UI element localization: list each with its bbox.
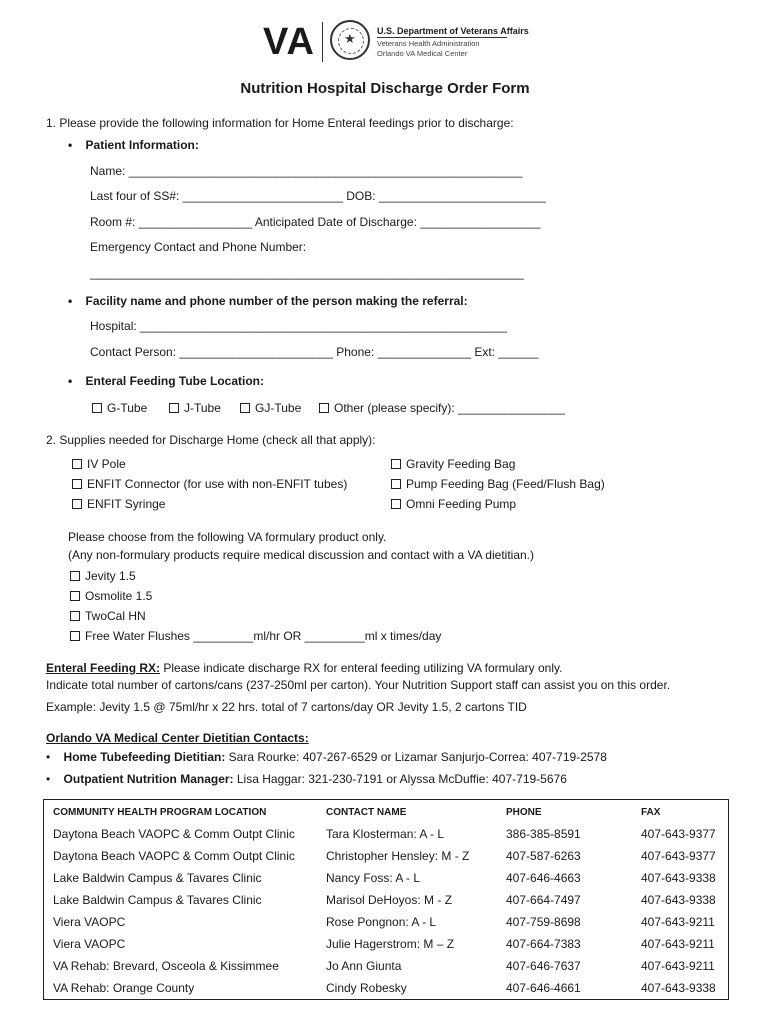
cell-location: Daytona Beach VAOPC & Comm Outpt Clinic: [53, 827, 295, 841]
tube-option-other[interactable]: Other (please specify): ________________: [319, 401, 565, 415]
cell-phone: 407-646-4661: [506, 981, 581, 995]
tube-option-gj-tube[interactable]: GJ-Tube: [240, 401, 301, 415]
cell-fax: 407-643-9211: [641, 915, 715, 929]
bullet-icon: •: [46, 772, 64, 786]
cell-fax: 407-643-9211: [641, 937, 715, 951]
form-title: Nutrition Hospital Discharge Order Form: [240, 80, 530, 97]
cell-fax: 407-643-9377: [641, 849, 716, 863]
supply-gravity-bag[interactable]: Gravity Feeding Bag: [391, 457, 515, 471]
checkbox-icon[interactable]: [169, 403, 179, 413]
facility-heading: • Facility name and phone number of the person making the referral:: [68, 294, 468, 308]
checkbox-icon[interactable]: [92, 403, 102, 413]
table-row: [44, 823, 729, 845]
cell-location: VA Rehab: Orange County: [53, 981, 195, 995]
ssn-dob-field[interactable]: Last four of SS#: ________________________ DOB: _________________________: [90, 189, 546, 203]
table-row: [44, 867, 729, 889]
cell-fax: 407-643-9338: [641, 871, 716, 885]
formulary-note-2: (Any non-formulary products require medical discussion and contact with a VA dietitian.): [68, 548, 535, 562]
bullet-icon: •: [68, 138, 86, 152]
cell-location: Viera VAOPC: [53, 915, 126, 929]
contacts-table: [43, 799, 729, 1000]
cell-contact: Cindy Robesky: [326, 981, 407, 995]
supply-omni-pump[interactable]: Omni Feeding Pump: [391, 497, 516, 511]
col-header-fax: FAX: [641, 807, 661, 818]
col-header-phone: PHONE: [506, 807, 542, 818]
checkbox-icon[interactable]: [70, 591, 80, 601]
bullet-icon: •: [46, 750, 64, 764]
table-row: [44, 889, 729, 911]
department-underline: [377, 37, 507, 38]
supply-enfit-connector[interactable]: ENFIT Connector (for use with non-ENFIT tubes): [72, 477, 347, 491]
cell-location: Lake Baldwin Campus & Tavares Clinic: [53, 871, 262, 885]
enteral-rx-example: Example: Jevity 1.5 @ 75ml/hr x 22 hrs. total of 7 cartons/day OR Jevity 1.5, 2 cartons TID: [46, 700, 527, 714]
product-twocal[interactable]: TwoCal HN: [70, 609, 146, 623]
patient-name-field[interactable]: Name: ___________________________________________________________: [90, 164, 523, 178]
tube-option-g-tube[interactable]: G-Tube: [92, 401, 147, 415]
contacts-heading: Orlando VA Medical Center Dietitian Contacts:: [46, 731, 309, 745]
cell-phone: 407-664-7497: [506, 893, 581, 907]
formulary-note: Please choose from the following VA formulary product only.: [68, 530, 387, 544]
col-header-contact: CONTACT NAME: [326, 807, 407, 818]
cell-contact: Rose Pongnon: A - L: [326, 915, 437, 929]
checkbox-icon[interactable]: [72, 499, 82, 509]
department-name: U.S. Department of Veterans Affairs: [377, 26, 529, 36]
patient-info-heading: • Patient Information:: [68, 138, 199, 152]
cell-fax: 407-643-9338: [641, 981, 716, 995]
cell-phone: 407-759-8698: [506, 915, 581, 929]
table-row: [44, 845, 729, 867]
supply-enfit-syringe[interactable]: ENFIT Syringe: [72, 497, 165, 511]
checkbox-icon[interactable]: [391, 459, 401, 469]
cell-contact: Nancy Foss: A - L: [326, 871, 421, 885]
tube-option-j-tube[interactable]: J-Tube: [169, 401, 221, 415]
checkbox-icon[interactable]: [319, 403, 329, 413]
cell-location: Daytona Beach VAOPC & Comm Outpt Clinic: [53, 849, 295, 863]
cell-contact: Julie Hagerstrom: M – Z: [326, 937, 455, 951]
cell-fax: 407-643-9211: [641, 959, 715, 973]
administration-name: Veterans Health Administration: [377, 39, 480, 48]
header-divider: [322, 22, 323, 62]
cell-location: Viera VAOPC: [53, 937, 126, 951]
checkbox-icon[interactable]: [240, 403, 250, 413]
table-header-row: [44, 800, 729, 824]
va-seal-icon: [330, 20, 370, 60]
cell-fax: 407-643-9338: [641, 893, 716, 907]
outpatient-manager-line: • Outpatient Nutrition Manager: Lisa Haggar: 321-230-7191 or Alyssa McDuffie: 407-719-5676: [46, 772, 567, 786]
cell-fax: 407-643-9377: [641, 827, 716, 841]
cell-phone: 407-646-7637: [506, 959, 581, 973]
cell-contact: Tara Klosterman: A - L: [326, 827, 445, 841]
table-row: [44, 933, 729, 955]
room-discharge-date-field[interactable]: Room #: _________________ Anticipated Date of Discharge: __________________: [90, 215, 541, 229]
enteral-rx-line: Enteral Feeding RX: Please indicate discharge RX for enteral feeding utilizing VA formulary only.: [46, 661, 563, 675]
cell-phone: 407-664-7383: [506, 937, 581, 951]
checkbox-icon[interactable]: [72, 459, 82, 469]
enteral-rx-label: Enteral Feeding RX:: [46, 661, 161, 675]
checkbox-icon[interactable]: [70, 571, 80, 581]
cell-phone: 407-646-4663: [506, 871, 581, 885]
home-dietitian-line: • Home Tubefeeding Dietitian: Sara Rourke: 407-267-6529 or Lizamar Sanjurjo-Correa: 407-719-2578: [46, 750, 607, 764]
table-row: [44, 955, 729, 977]
tube-location-heading: • Enteral Feeding Tube Location:: [68, 374, 264, 388]
section1-intro: 1. Please provide the following information for Home Enteral feedings prior to discharge:: [46, 116, 514, 130]
emergency-contact-field[interactable]: _________________________________________________________________: [90, 266, 524, 280]
checkbox-icon[interactable]: [70, 611, 80, 621]
cell-location: Lake Baldwin Campus & Tavares Clinic: [53, 893, 262, 907]
checkbox-icon[interactable]: [391, 479, 401, 489]
checkbox-icon[interactable]: [70, 631, 80, 641]
table-row: [44, 911, 729, 933]
emergency-contact-label: Emergency Contact and Phone Number:: [90, 240, 307, 254]
supply-iv-pole[interactable]: IV Pole: [72, 457, 126, 471]
cell-phone: 407-587-6263: [506, 849, 581, 863]
contact-person-field[interactable]: Contact Person: _______________________ Phone: ______________ Ext: ______: [90, 345, 539, 359]
medical-center-name: Orlando VA Medical Center: [377, 49, 468, 58]
section2-intro: 2. Supplies needed for Discharge Home (check all that apply):: [46, 433, 376, 447]
cell-contact: Marisol DeHoyos: M - Z: [326, 893, 453, 907]
col-header-location: COMMUNITY HEALTH PROGRAM LOCATION: [53, 807, 267, 818]
bullet-icon: •: [68, 374, 86, 388]
cell-location: VA Rehab: Brevard, Osceola & Kissimmee: [53, 959, 279, 973]
table-row: [44, 977, 729, 1000]
cell-phone: 386-385-8591: [506, 827, 581, 841]
cell-contact: Christopher Hensley: M - Z: [326, 849, 470, 863]
checkbox-icon[interactable]: [72, 479, 82, 489]
supply-pump-bag[interactable]: Pump Feeding Bag (Feed/Flush Bag): [391, 477, 605, 491]
bullet-icon: •: [68, 294, 86, 308]
product-jevity[interactable]: Jevity 1.5: [70, 569, 136, 583]
checkbox-icon[interactable]: [391, 499, 401, 509]
free-water-flushes[interactable]: Free Water Flushes _________ml/hr OR _________ml x times/day: [70, 629, 441, 643]
hospital-field[interactable]: Hospital: _______________________________________________________: [90, 319, 508, 333]
va-logo-text: VA: [263, 21, 315, 63]
cell-contact: Jo Ann Giunta: [326, 959, 402, 973]
product-osmolite[interactable]: Osmolite 1.5: [70, 589, 152, 603]
enteral-rx-text: Indicate total number of cartons/cans (237-250ml per carton). Your Nutrition Support staff can assist you on this order.: [46, 678, 671, 692]
